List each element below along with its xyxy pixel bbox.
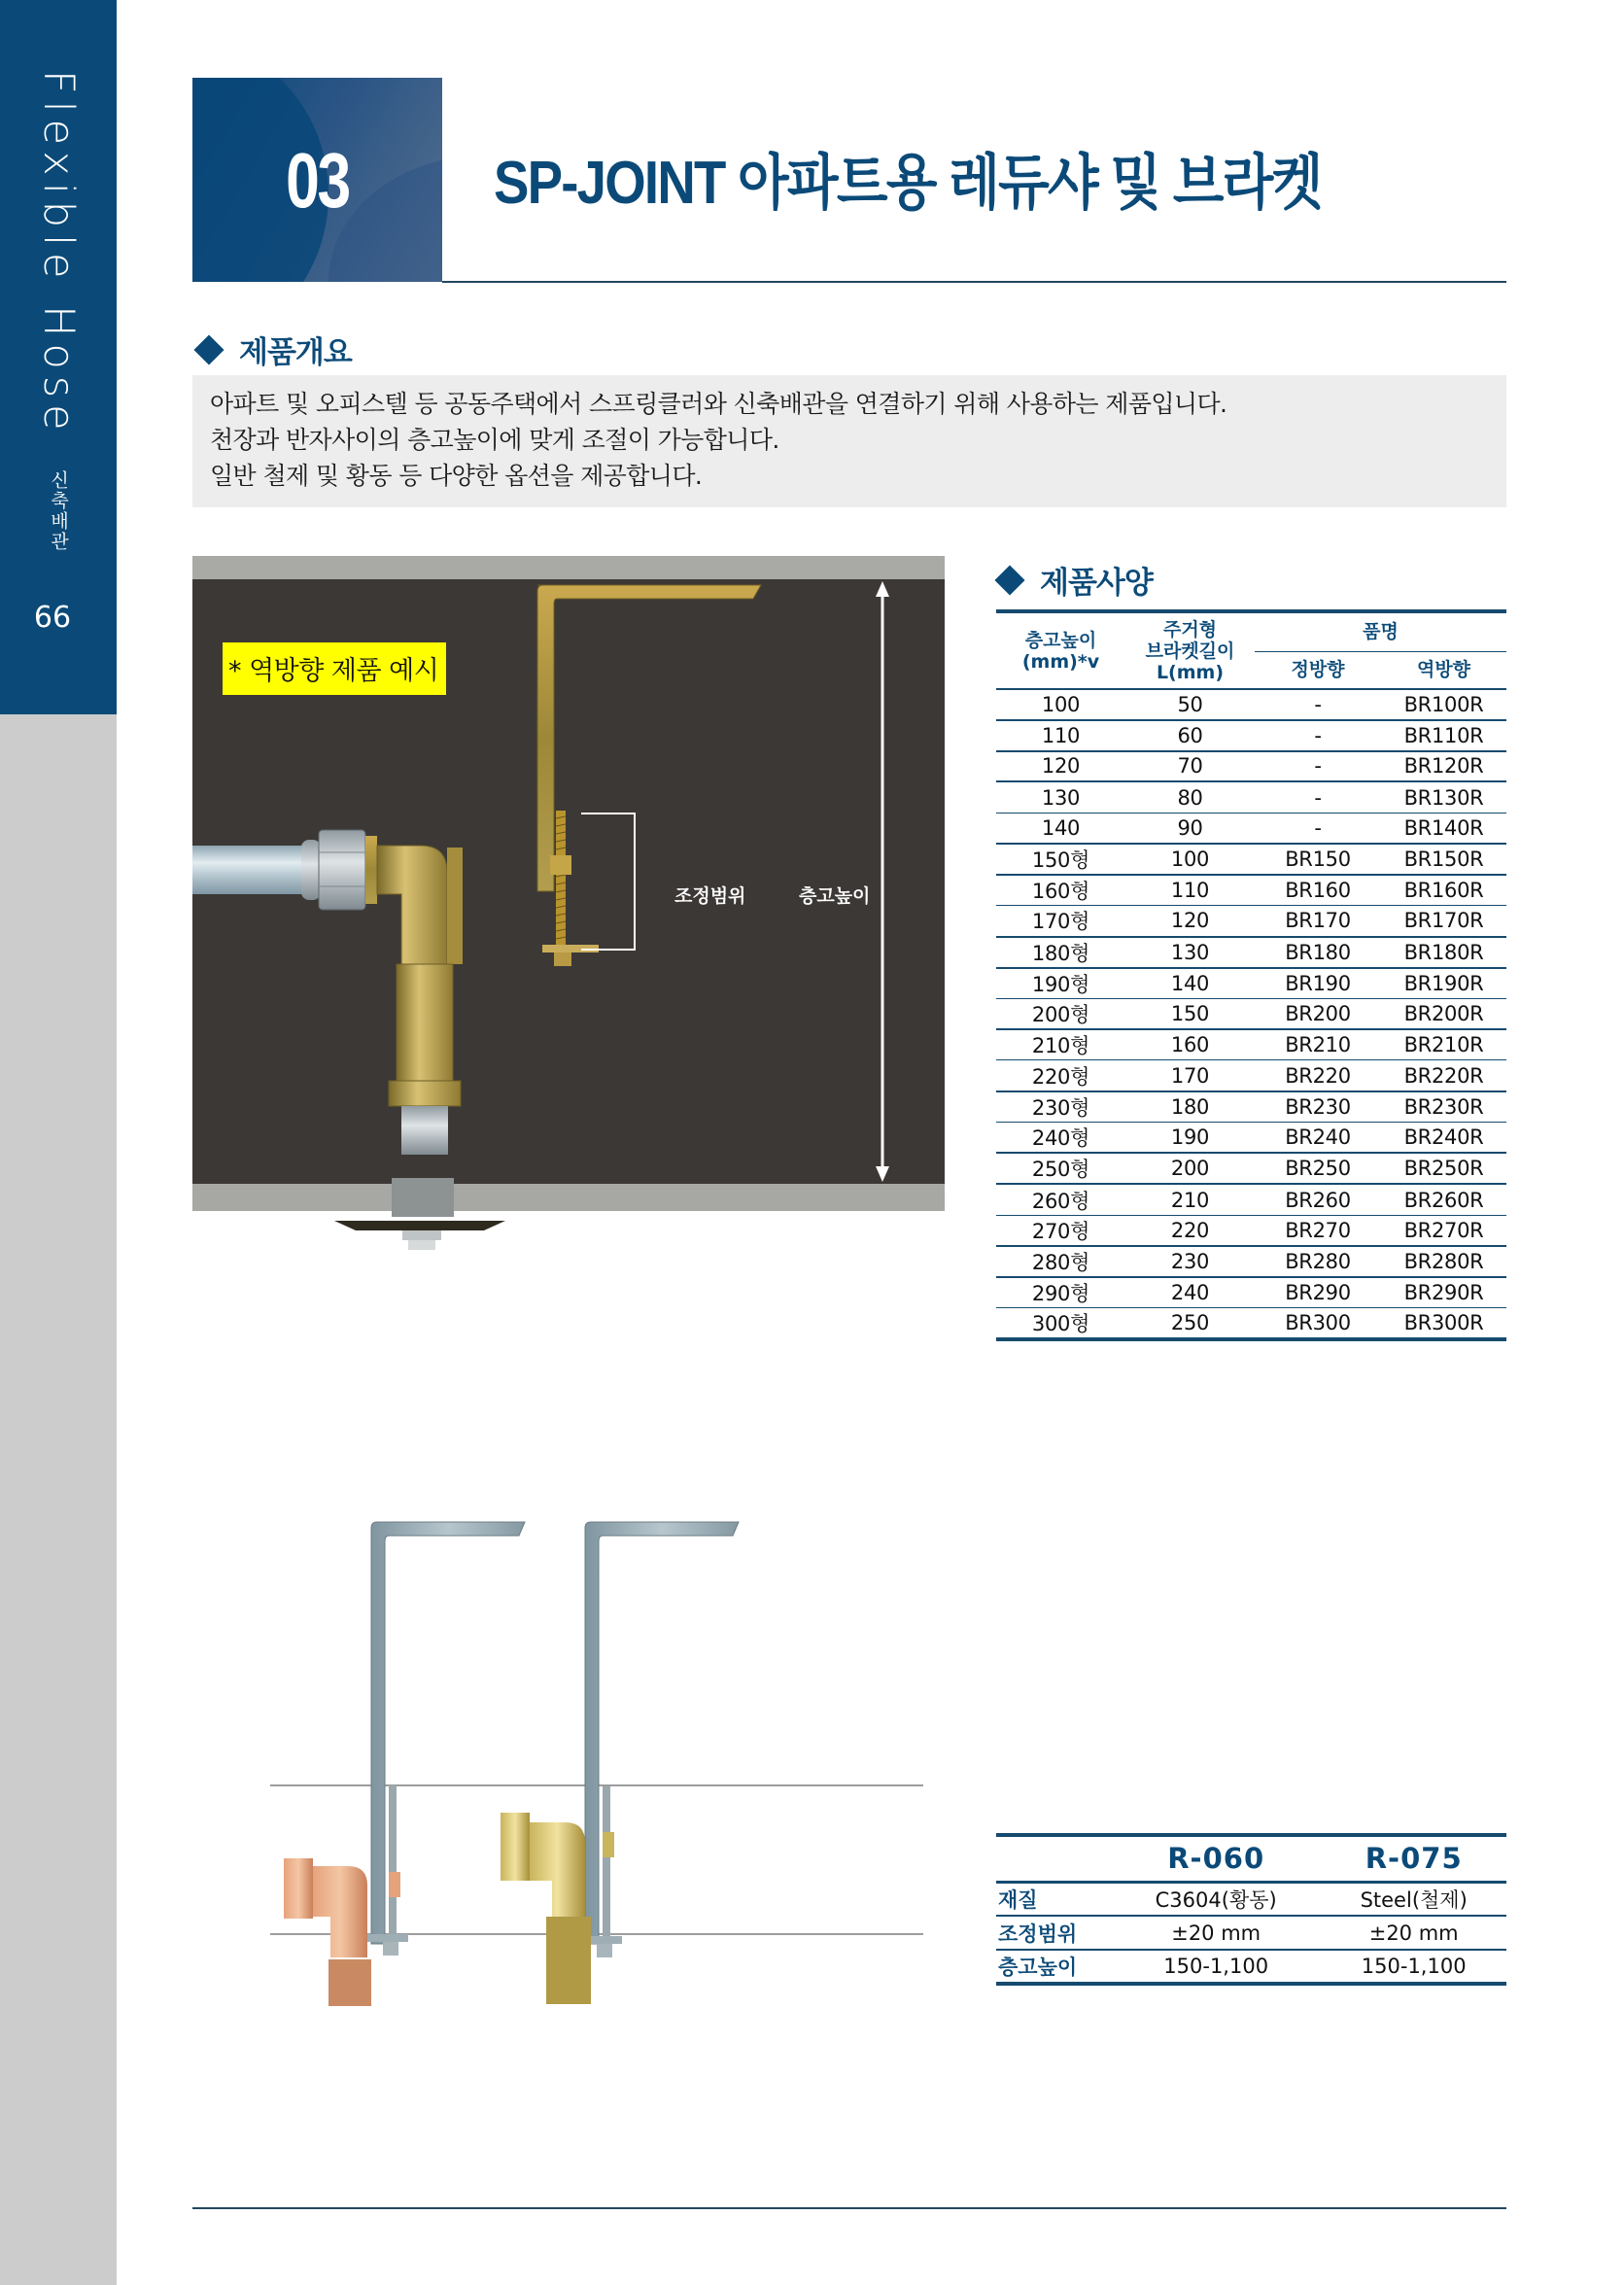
overview-line: 천장과 반자사이의 층고높이에 맞게 조절이 가능합니다. xyxy=(210,426,779,454)
cell-forward-model: BR210 xyxy=(1255,1029,1381,1060)
diamond-bullet-icon xyxy=(193,334,224,364)
col-header-forward: 정방향 xyxy=(1255,651,1381,689)
cell-forward-model: BR260 xyxy=(1255,1184,1381,1215)
col-header-product-name: 품명 xyxy=(1255,611,1506,651)
diamond-bullet-icon xyxy=(994,565,1024,595)
cell-floor-height: 180형 xyxy=(996,937,1125,968)
spec-table-body xyxy=(996,689,1506,1339)
row-label-material: 재질 xyxy=(996,1882,1111,1916)
cell-floor-height: 260형 xyxy=(996,1184,1125,1215)
cell-forward-model: BR290 xyxy=(1255,1277,1381,1308)
cell-bracket-length: 150 xyxy=(1125,998,1255,1029)
sprinkler-thread xyxy=(392,1178,454,1217)
spec-heading-text: 제품사양 xyxy=(1040,566,1153,601)
cell-reverse-model: BR230R xyxy=(1381,1091,1506,1123)
cell-floor-height: 210형 xyxy=(996,1029,1125,1060)
model-table-corner xyxy=(996,1835,1111,1882)
cell-forward-model: BR170 xyxy=(1255,906,1381,937)
cell-bracket-length: 200 xyxy=(1125,1153,1255,1184)
header-divider xyxy=(442,281,1506,283)
overview-heading xyxy=(192,328,352,371)
cell-reverse-model: BR160R xyxy=(1381,875,1506,906)
table-row xyxy=(996,906,1506,937)
cell-floor-height: 220형 xyxy=(996,1060,1125,1091)
cell-floor-height: 150형 xyxy=(996,844,1125,875)
sidebar-title-text: Flexible Hose xyxy=(34,70,83,437)
cell-reverse-model: BR100R xyxy=(1381,689,1506,720)
table-row xyxy=(996,998,1506,1029)
cell-floor-height: 300형 xyxy=(996,1308,1125,1340)
cell-bracket-length: 80 xyxy=(1125,781,1255,813)
row-label-floor-height: 층고높이 xyxy=(996,1950,1111,1984)
reducer-hex xyxy=(389,1081,461,1106)
cell-reverse-model: BR290R xyxy=(1381,1277,1506,1308)
col-header-bracket-line3: L(mm) xyxy=(1156,661,1225,683)
flexible-pipe xyxy=(192,846,309,894)
product-renderings xyxy=(262,1497,923,2022)
footer-divider xyxy=(192,2207,1506,2209)
cell-forward-model: - xyxy=(1255,751,1381,782)
table-row xyxy=(996,1184,1506,1215)
cell-floor-height: 110 xyxy=(996,720,1125,751)
cell-floor-height: 270형 xyxy=(996,1215,1125,1246)
overview-line: 일반 철제 및 황동 등 다양한 옵션을 제공합니다. xyxy=(210,462,703,490)
cell-bracket-length: 180 xyxy=(1125,1091,1255,1123)
row-label-adjust-range: 조정범위 xyxy=(996,1916,1111,1950)
cell-reverse-model: BR140R xyxy=(1381,813,1506,844)
table-row xyxy=(996,1123,1506,1154)
cell-bracket-length: 170 xyxy=(1125,1060,1255,1091)
cell-floor-height: 280형 xyxy=(996,1246,1125,1277)
cell-value: 150-1,100 xyxy=(1111,1950,1321,1984)
cell-bracket-length: 70 xyxy=(1125,751,1255,782)
floor-height-label: 층고높이 xyxy=(799,885,871,907)
col-header-height-line2: (mm)*v xyxy=(1021,650,1100,673)
adjust-range-label: 조정범위 xyxy=(674,885,746,907)
chapter-badge xyxy=(192,78,442,282)
table-row xyxy=(996,751,1506,782)
cell-floor-height: 140 xyxy=(996,813,1125,844)
cell-value: 150-1,100 xyxy=(1321,1950,1506,1984)
pipe-ferrule xyxy=(301,840,321,900)
cell-floor-height: 130 xyxy=(996,781,1125,813)
reducer-body xyxy=(397,964,453,1081)
cell-forward-model: BR220 xyxy=(1255,1060,1381,1091)
cell-floor-height: 100 xyxy=(996,689,1125,720)
sidebar-tab xyxy=(0,0,117,714)
table-row xyxy=(996,1091,1506,1123)
cell-forward-model: BR190 xyxy=(1255,968,1381,999)
overview-heading-text: 제품개요 xyxy=(239,335,352,370)
cell-reverse-model: BR210R xyxy=(1381,1029,1506,1060)
table-row xyxy=(996,937,1506,968)
table-row xyxy=(996,1308,1506,1340)
rod-nut xyxy=(554,952,571,966)
cell-floor-height: 160형 xyxy=(996,875,1125,906)
cell-floor-height: 290형 xyxy=(996,1277,1125,1308)
table-row xyxy=(996,844,1506,875)
cell-bracket-length: 140 xyxy=(1125,968,1255,999)
cell-bracket-length: 120 xyxy=(1125,906,1255,937)
cell-reverse-model: BR200R xyxy=(1381,998,1506,1029)
cell-floor-height: 200형 xyxy=(996,998,1125,1029)
cell-reverse-model: BR130R xyxy=(1381,781,1506,813)
cell-floor-height: 170형 xyxy=(996,906,1125,937)
cell-value: Steel(철제) xyxy=(1321,1882,1506,1916)
cell-value: ±20 mm xyxy=(1111,1916,1321,1950)
sprinkler-deflector-base xyxy=(408,1240,435,1250)
col-header-bracket-line2: 브라켓길이 xyxy=(1145,640,1235,662)
spec-table xyxy=(996,609,1506,1341)
cell-floor-height: 230형 xyxy=(996,1091,1125,1123)
cell-floor-height: 250형 xyxy=(996,1153,1125,1184)
cell-forward-model: - xyxy=(1255,781,1381,813)
cell-floor-height: 240형 xyxy=(996,1123,1125,1154)
hex-nut xyxy=(319,830,365,910)
sprinkler-deflector xyxy=(402,1230,441,1240)
cell-reverse-model: BR220R xyxy=(1381,1060,1506,1091)
cell-bracket-length: 220 xyxy=(1125,1215,1255,1246)
cell-reverse-model: BR300R xyxy=(1381,1308,1506,1340)
cell-reverse-model: BR260R xyxy=(1381,1184,1506,1215)
table-row xyxy=(996,1246,1506,1277)
col-header-reverse: 역방향 xyxy=(1381,651,1506,689)
sidebar-subtitle: 신축배관 xyxy=(48,470,69,553)
chapter-number: 03 xyxy=(286,137,349,224)
rod-clamp xyxy=(550,855,571,875)
col-header-bracket-length xyxy=(1125,611,1255,689)
cell-reverse-model: BR280R xyxy=(1381,1246,1506,1277)
table-row xyxy=(996,720,1506,751)
cell-reverse-model: BR170R xyxy=(1381,906,1506,937)
cell-bracket-length: 60 xyxy=(1125,720,1255,751)
table-row xyxy=(996,1277,1506,1308)
cell-forward-model: BR300 xyxy=(1255,1308,1381,1340)
cell-bracket-length: 190 xyxy=(1125,1123,1255,1154)
cell-bracket-length: 210 xyxy=(1125,1184,1255,1215)
col-header-height-line1: 층고높이 xyxy=(1024,629,1097,651)
cell-forward-model: BR160 xyxy=(1255,875,1381,906)
product-photos xyxy=(262,1497,923,2022)
col-header-height xyxy=(996,611,1125,689)
cell-bracket-length: 250 xyxy=(1125,1308,1255,1340)
cell-forward-model: BR150 xyxy=(1255,844,1381,875)
cell-reverse-model: BR120R xyxy=(1381,751,1506,782)
product-r075 xyxy=(501,1522,739,2004)
cell-value: C3604(황동) xyxy=(1111,1882,1321,1916)
table-row xyxy=(996,1950,1506,1984)
page-number: 66 xyxy=(33,601,72,635)
table-row xyxy=(996,689,1506,720)
cell-bracket-length: 130 xyxy=(1125,937,1255,968)
table-row xyxy=(996,968,1506,999)
table-row xyxy=(996,1916,1506,1950)
cell-forward-model: - xyxy=(1255,813,1381,844)
model-header-r075: R-075 xyxy=(1321,1835,1506,1882)
cell-floor-height: 120 xyxy=(996,751,1125,782)
cell-bracket-length: 50 xyxy=(1125,689,1255,720)
cell-reverse-model: BR250R xyxy=(1381,1153,1506,1184)
table-row xyxy=(996,1153,1506,1184)
elbow-inlet xyxy=(365,836,377,904)
cell-forward-model: - xyxy=(1255,720,1381,751)
cell-forward-model: BR270 xyxy=(1255,1215,1381,1246)
cell-bracket-length: 230 xyxy=(1125,1246,1255,1277)
page-title: SP-JOINT 아파트용 레듀샤 및 브라켓 xyxy=(494,150,1322,217)
cell-bracket-length: 110 xyxy=(1125,875,1255,906)
col-header-bracket-line1: 주거형 xyxy=(1162,618,1218,640)
installation-illustration xyxy=(192,556,945,1232)
cell-reverse-model: BR180R xyxy=(1381,937,1506,968)
sidebar-title xyxy=(29,70,87,553)
cell-bracket-length: 100 xyxy=(1125,844,1255,875)
cell-reverse-model: BR240R xyxy=(1381,1123,1506,1154)
table-row xyxy=(996,1882,1506,1916)
table-row xyxy=(996,875,1506,906)
cell-bracket-length: 240 xyxy=(1125,1277,1255,1308)
table-row xyxy=(996,813,1506,844)
cell-reverse-model: BR110R xyxy=(1381,720,1506,751)
cell-bracket-length: 160 xyxy=(1125,1029,1255,1060)
model-header-r060: R-060 xyxy=(1111,1835,1321,1882)
cell-reverse-model: BR270R xyxy=(1381,1215,1506,1246)
sprinkler-escutcheon xyxy=(334,1221,505,1230)
cell-reverse-model: BR150R xyxy=(1381,844,1506,875)
cell-forward-model: BR200 xyxy=(1255,998,1381,1029)
sprinkler-body xyxy=(401,1106,448,1155)
overview-box xyxy=(192,375,1506,507)
cell-reverse-model: BR190R xyxy=(1381,968,1506,999)
cell-forward-model: BR180 xyxy=(1255,937,1381,968)
ceiling-slab xyxy=(192,556,945,579)
overview-line: 아파트 및 오피스텔 등 공동주택에서 스프링클러와 신축배관을 연결하기 위해 사용하는 제품입니다. xyxy=(210,390,1227,418)
cell-forward-model: BR250 xyxy=(1255,1153,1381,1184)
table-row xyxy=(996,1215,1506,1246)
model-comparison-table xyxy=(996,1833,1506,1986)
cell-forward-model: BR280 xyxy=(1255,1246,1381,1277)
ceiling-board xyxy=(192,1184,945,1211)
cell-value: ±20 mm xyxy=(1321,1916,1506,1950)
spec-heading xyxy=(993,558,1153,602)
elbow-flange xyxy=(447,848,463,964)
cell-forward-model: BR230 xyxy=(1255,1091,1381,1123)
cell-bracket-length: 90 xyxy=(1125,813,1255,844)
table-row xyxy=(996,781,1506,813)
table-row xyxy=(996,1029,1506,1060)
cell-forward-model: - xyxy=(1255,689,1381,720)
reverse-example-tag: * 역방향 제품 예시 xyxy=(223,642,446,695)
cell-forward-model: BR240 xyxy=(1255,1123,1381,1154)
cell-floor-height: 190형 xyxy=(996,968,1125,999)
table-row xyxy=(996,1060,1506,1091)
